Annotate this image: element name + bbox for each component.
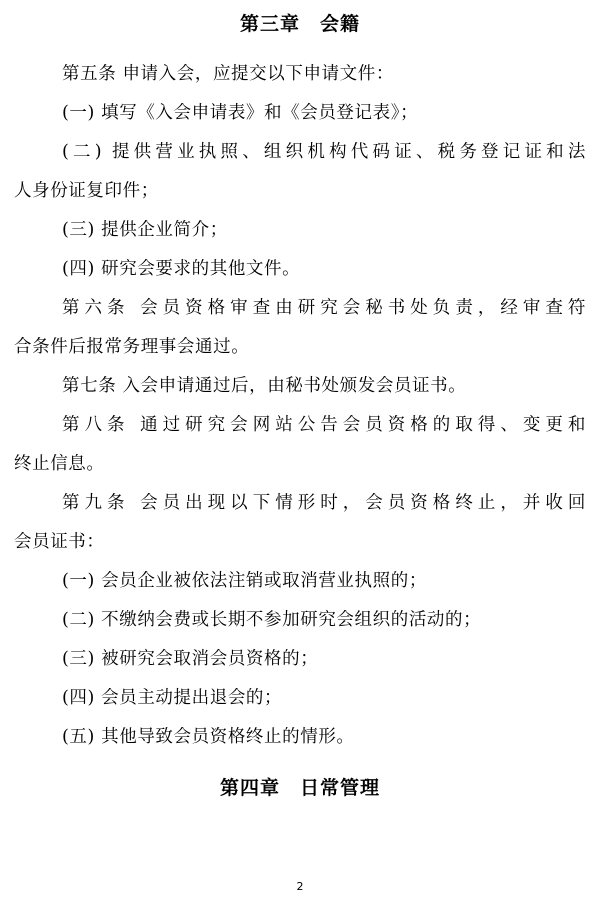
chapter-4-heading: 第四章 日常管理 — [219, 777, 380, 799]
article-9-item-4: (四) 会员主动提出退会的； — [62, 688, 283, 708]
article-9-item-3: (三) 被研究会取消会员资格的； — [62, 649, 319, 669]
article-6-line-2: 合条件后报常务理事会通过。 — [14, 337, 250, 357]
article-9-item-1: (一) 会员企业被依法注销或取消营业执照的； — [62, 571, 427, 591]
article-8-line-1: 第八条 通过研究会网站公告会员资格的取得、变更和 — [62, 415, 586, 435]
article-5-item-1: (一) 填写《入会申请表》和《会员登记表》； — [62, 103, 419, 123]
article-7-line-1: 第七条 入会申请通过后，由秘书处颁发会员证书。 — [62, 376, 467, 396]
article-5-item-2-line-1: (二) 提供营业执照、组织机构代码证、税务登记证和法 — [62, 142, 586, 162]
article-5-item-2-line-2: 人身份证复印件； — [14, 181, 159, 201]
article-5-item-3: (三) 提供企业简介； — [62, 220, 228, 240]
article-5-item-4: (四) 研究会要求的其他文件。 — [62, 259, 301, 279]
article-5-lead: 第五条 申请入会，应提交以下申请文件： — [62, 64, 394, 84]
article-9-item-5: (五) 其他导致会员资格终止的情形。 — [62, 727, 355, 747]
page-number: 2 — [296, 880, 304, 893]
article-9-item-2: (二) 不缴纳会费或长期不参加研究会组织的活动的； — [62, 610, 482, 630]
article-9-line-2: 会员证书： — [14, 532, 105, 552]
article-9-line-1: 第九条 会员出现以下情形时，会员资格终止，并收回 — [62, 493, 586, 513]
article-8-line-2: 终止信息。 — [14, 454, 105, 474]
article-6-line-1: 第六条 会员资格审查由研究会秘书处负责，经审查符 — [62, 298, 586, 318]
chapter-3-heading: 第三章 会籍 — [239, 13, 360, 35]
